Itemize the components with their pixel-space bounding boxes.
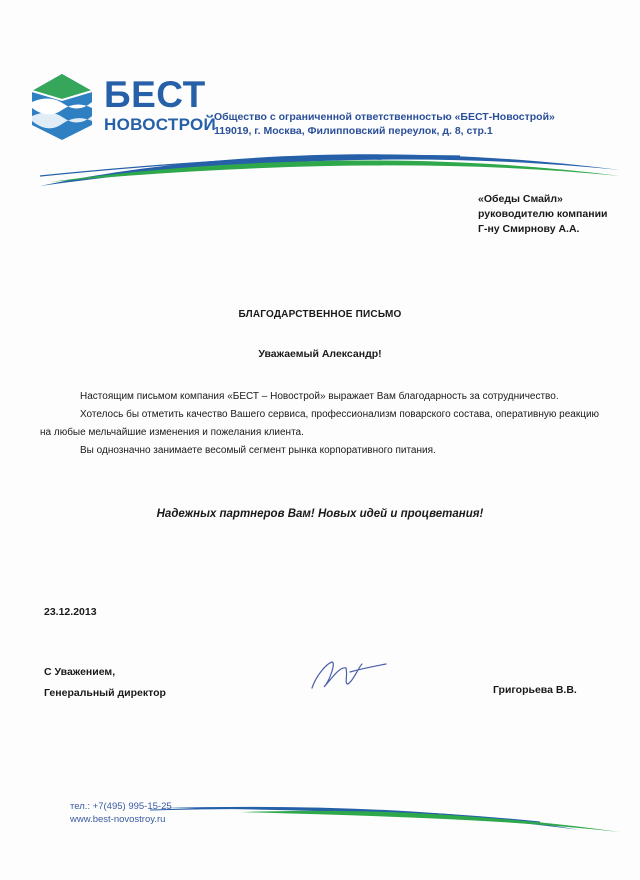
brand-name: БЕСТ [104,74,206,115]
signer-name: Григорьева В.В. [493,684,577,696]
signoff-position: Генеральный директор [44,687,166,699]
signoff-block [44,662,166,704]
company-address: 119019, г. Москва, Филипповский переулок, д. 8, стр.1 [214,125,493,137]
recipient-name: Г-ну Смирнову А.А. [478,223,580,235]
company-logo-icon [30,72,94,142]
signoff-regards: С Уважением, [44,666,116,678]
recipient-block [478,192,608,237]
footer-contacts [70,800,172,826]
footer-phone: тел.: +7(495) 995-15-25 [70,801,172,812]
letter-closing: Надежных партнеров Вам! Новых идей и процветания! [156,508,484,520]
header-swoosh-decoration [40,140,620,188]
company-details [214,110,555,138]
body-paragraph: Вы однозначно занимаете весомый сегмент рынка корпоративного питания. [80,445,436,456]
body-paragraph: Настоящим письмом компания «БЕСТ – Новострой» выражает Вам благодарность за сотрудничество. [80,391,559,402]
handwritten-signature [306,654,390,694]
recipient-company: «Обеды Смайл» [478,193,563,205]
body-paragraph: Хотелось бы отметить качество Вашего сервиса, профессионализм поварского состава, оперативную реакцию на любые мельчайшие изменения и пожелания клиента. [40,409,600,438]
letter-greeting: Уважаемый Александр! [258,348,382,360]
letter-body [40,388,602,460]
letter-date: 23.12.2013 [44,606,97,618]
company-legal-name: Общество с ограниченной ответственностью «БЕСТ-Новострой» [214,111,555,123]
recipient-role: руководителю компании [478,208,608,220]
brand-wordmark [104,76,216,133]
footer-website[interactable]: www.best-novostroy.ru [70,814,166,825]
brand-subtitle: НОВОСТРОЙ [104,115,217,134]
letter-title: БЛАГОДАРСТВЕННОЕ ПИСЬМО [238,309,402,320]
